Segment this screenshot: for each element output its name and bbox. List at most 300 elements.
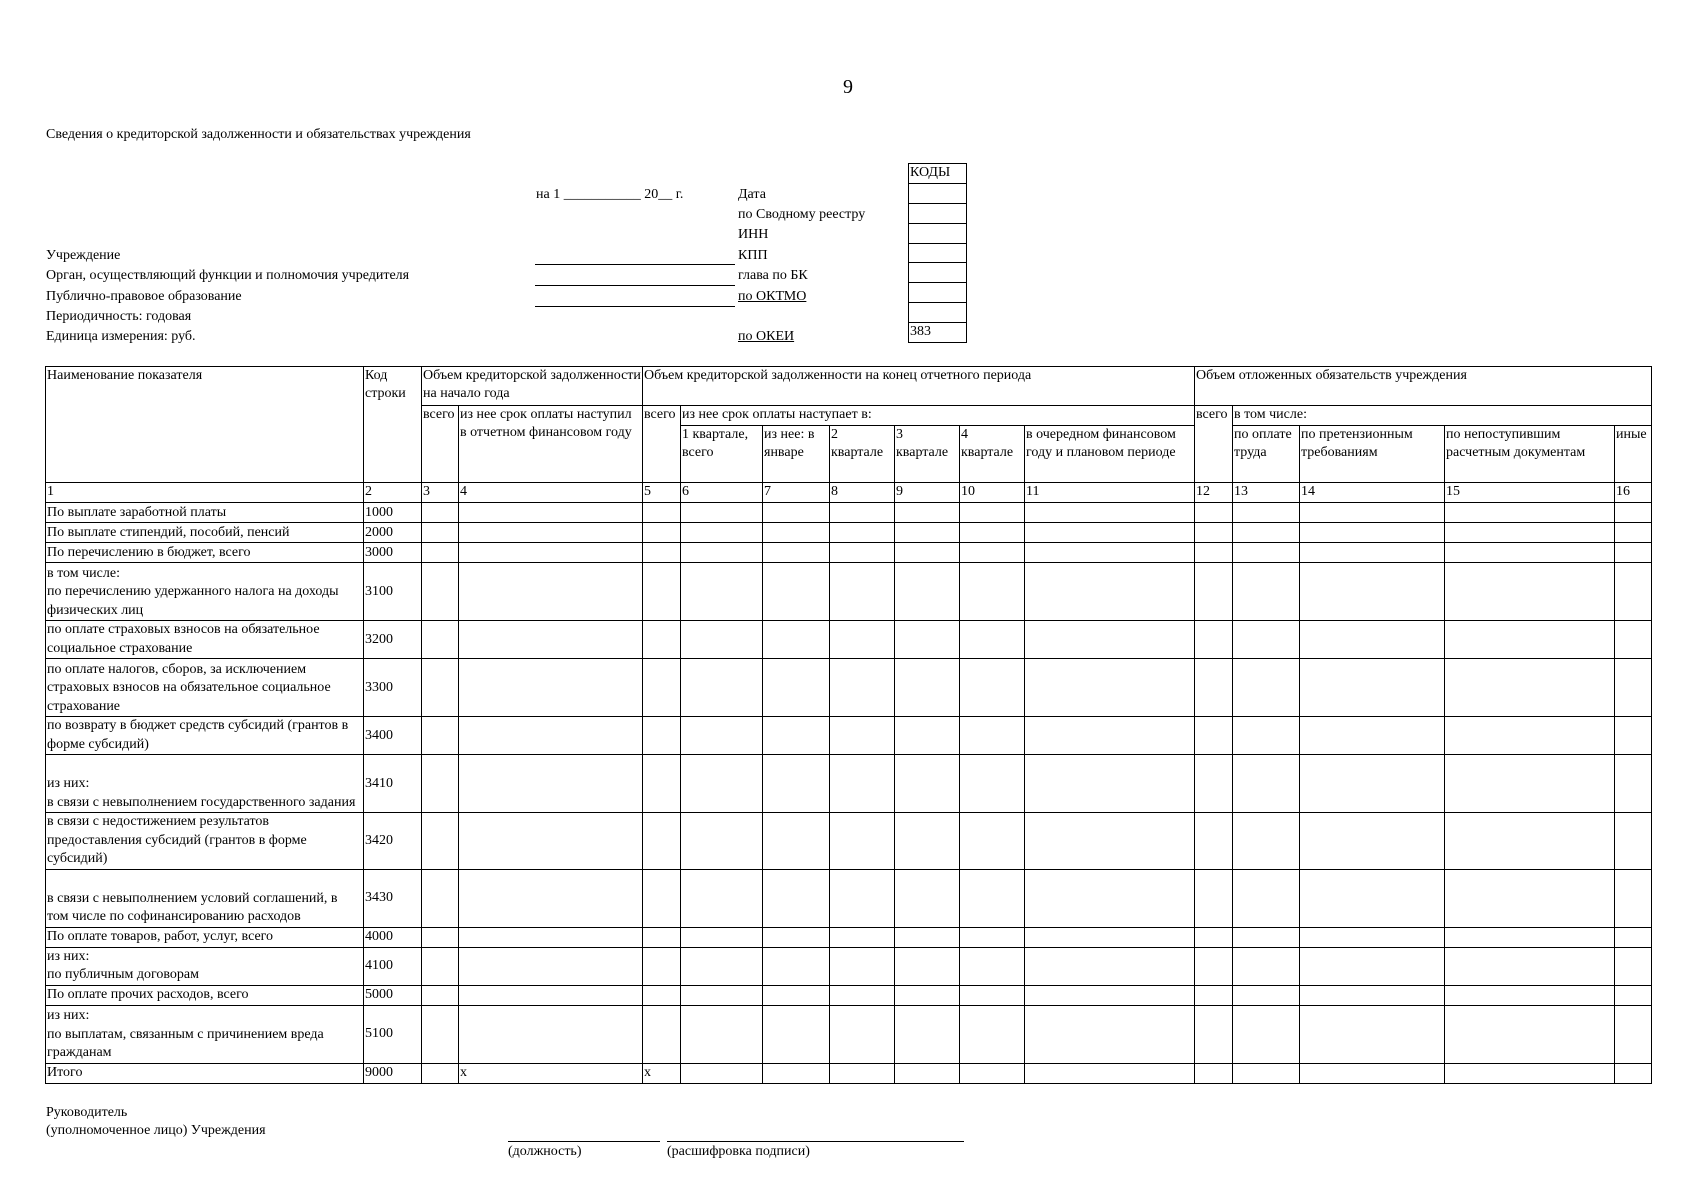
value-cell[interactable] [1233,659,1300,717]
value-cell[interactable] [830,813,895,870]
value-cell[interactable] [1233,813,1300,870]
code-cell-inn[interactable] [909,223,967,243]
indicator-name-cell: По оплате товаров, работ, услуг, всего [46,927,364,947]
value-cell[interactable] [422,543,459,563]
value-cell[interactable] [1300,1063,1445,1083]
value-cell[interactable] [1025,1005,1195,1063]
value-cell[interactable] [422,1005,459,1063]
value-cell[interactable] [1445,813,1615,870]
value-cell[interactable] [1195,985,1233,1005]
value-cell[interactable] [1300,621,1445,659]
value-cell[interactable] [422,523,459,543]
report-date-line: на 1 ___________ 20__ г. [536,187,684,202]
column-number-cell: 9 [895,483,960,503]
value-cell-col5[interactable] [643,813,681,870]
value-cell[interactable] [1025,927,1195,947]
value-cell[interactable] [681,543,763,563]
code-cell-kpp[interactable] [909,243,967,263]
value-cell[interactable] [960,659,1025,717]
value-cell[interactable] [960,717,1025,755]
value-cell[interactable] [1445,1063,1615,1083]
value-cell[interactable] [1445,717,1615,755]
column-number-cell: 13 [1233,483,1300,503]
value-cell[interactable] [422,755,459,813]
value-cell[interactable] [895,985,960,1005]
value-cell-col5[interactable] [643,755,681,813]
value-cell[interactable] [1300,503,1445,523]
value-cell[interactable] [1025,813,1195,870]
column-number-cell: 3 [422,483,459,503]
value-cell[interactable] [763,1005,830,1063]
value-cell-col5[interactable] [643,543,681,563]
value-cell[interactable] [763,927,830,947]
value-cell[interactable] [1445,1005,1615,1063]
row-code-cell: 3420 [364,813,422,870]
row-code-cell: 3410 [364,755,422,813]
value-cell[interactable] [960,543,1025,563]
value-cell[interactable] [681,755,763,813]
value-cell[interactable] [422,717,459,755]
value-cell[interactable] [960,1063,1025,1083]
field-municipality-label: Публично-правовое образование [46,289,242,304]
value-cell[interactable] [1445,523,1615,543]
value-cell[interactable] [1615,621,1652,659]
value-cell[interactable] [1195,813,1233,870]
code-cell-blank[interactable] [909,303,967,323]
value-cell[interactable] [1195,621,1233,659]
row-code-cell: 3300 [364,659,422,717]
indicator-name-cell: по оплате страховых взносов на обязательное социальное страхование [46,621,364,659]
report-title: Сведения о кредиторской задолженности и обязательствах учреждения [46,127,471,142]
value-cell[interactable] [1195,1005,1233,1063]
row-code-cell: 9000 [364,1063,422,1083]
value-cell[interactable] [1300,869,1445,927]
value-cell[interactable] [1445,563,1615,621]
value-cell[interactable] [763,717,830,755]
value-cell[interactable] [960,621,1025,659]
header-deferred-total: всего [1195,406,1233,483]
value-cell[interactable] [1025,1063,1195,1083]
indicator-name-cell: в том числе: по перечислению удержанного налога на доходы физических лиц [46,563,364,621]
value-cell[interactable] [1615,869,1652,927]
row-code-cell: 3430 [364,869,422,927]
value-cell-col5[interactable] [643,985,681,1005]
value-cell[interactable] [422,927,459,947]
value-cell[interactable] [895,659,960,717]
table-row [46,985,1652,1005]
header-begin-due: из нее срок оплаты наступил в отчетном финансовом году [459,406,643,483]
value-cell[interactable] [1025,503,1195,523]
value-cell-col4[interactable] [459,985,643,1005]
value-cell[interactable] [422,563,459,621]
value-cell-col5[interactable] [643,927,681,947]
value-cell-col5[interactable]: x [643,1063,681,1083]
value-cell-col5[interactable] [643,659,681,717]
value-cell[interactable] [1233,621,1300,659]
value-cell[interactable] [681,813,763,870]
value-cell[interactable] [830,1063,895,1083]
indicator-name-cell: из них: в связи с невыполнением государственного задания [46,755,364,813]
value-cell[interactable] [1615,503,1652,523]
value-cell[interactable] [1615,813,1652,870]
value-cell[interactable] [830,523,895,543]
value-cell[interactable] [681,1063,763,1083]
field-institution-label: Учреждение [46,248,121,263]
value-cell-col5[interactable] [643,621,681,659]
value-cell[interactable] [681,927,763,947]
value-cell[interactable] [960,813,1025,870]
value-cell[interactable] [1233,755,1300,813]
value-cell[interactable] [422,503,459,523]
value-cell[interactable] [830,927,895,947]
value-cell[interactable] [681,869,763,927]
value-cell[interactable] [830,717,895,755]
code-label-oktmo: по ОКТМО [738,289,807,304]
table-row [46,755,1652,813]
value-cell[interactable] [681,503,763,523]
signature-head-line2: (уполномоченное лицо) Учреждения [46,1123,266,1138]
value-cell[interactable] [1445,927,1615,947]
value-cell[interactable] [422,869,459,927]
value-cell-col4[interactable] [459,755,643,813]
code-label-kpp: КПП [738,248,768,263]
value-cell[interactable] [1025,985,1195,1005]
code-cell-budget-chapter[interactable] [909,263,967,283]
value-cell-col4[interactable] [459,717,643,755]
value-cell-col4[interactable] [459,927,643,947]
table-row [46,621,1652,659]
value-cell-col4[interactable] [459,1005,643,1063]
value-cell[interactable] [763,869,830,927]
value-cell[interactable] [960,755,1025,813]
value-cell[interactable] [763,621,830,659]
municipality-fill-line[interactable] [535,306,735,307]
value-cell[interactable] [830,543,895,563]
value-cell[interactable] [1233,503,1300,523]
payables-table [45,366,1652,1084]
code-cell-oktmo[interactable] [909,283,967,303]
value-cell[interactable] [895,869,960,927]
value-cell-col5[interactable] [643,563,681,621]
value-cell[interactable] [1615,1063,1652,1083]
table-row [46,543,1652,563]
header-missing-docs: по непоступившим расчетным документам [1445,426,1615,483]
value-cell-col4[interactable] [459,523,643,543]
value-cell[interactable] [763,659,830,717]
value-cell[interactable] [895,503,960,523]
value-cell-col4[interactable]: x [459,1063,643,1083]
value-cell[interactable] [1615,755,1652,813]
value-cell[interactable] [1233,1063,1300,1083]
table-row [46,947,1652,985]
field-founder-label: Орган, осуществляющий функции и полномочия учредителя [46,268,410,283]
value-cell[interactable] [422,813,459,870]
value-cell[interactable] [830,659,895,717]
value-cell[interactable] [895,1063,960,1083]
value-cell[interactable] [1233,543,1300,563]
indicator-name-cell: в связи с невыполнением условий соглашений, в том числе по софинансированию расходов [46,869,364,927]
column-number-cell: 4 [459,483,643,503]
value-cell-col5[interactable] [643,1005,681,1063]
row-code-cell: 3200 [364,621,422,659]
row-code-cell: 4000 [364,927,422,947]
value-cell[interactable] [830,563,895,621]
value-cell[interactable] [1445,947,1615,985]
column-number-cell: 10 [960,483,1025,503]
value-cell[interactable] [895,717,960,755]
value-cell[interactable] [1445,503,1615,523]
value-cell[interactable] [1195,869,1233,927]
indicator-name-cell: По выплате стипендий, пособий, пенсий [46,523,364,543]
value-cell[interactable] [1300,543,1445,563]
value-cell[interactable] [681,523,763,543]
value-cell[interactable] [763,947,830,985]
value-cell[interactable] [895,755,960,813]
indicator-name-cell: по возврату в бюджет средств субсидий (грантов в форме субсидий) [46,717,364,755]
value-cell[interactable] [1025,523,1195,543]
code-cell-date[interactable] [909,183,967,203]
value-cell[interactable] [763,1063,830,1083]
value-cell[interactable] [895,543,960,563]
value-cell[interactable] [1300,755,1445,813]
header-indicator-name: Наименование показателя [46,367,364,483]
value-cell[interactable] [1615,717,1652,755]
field-periodicity: Периодичность: годовая [46,309,192,324]
value-cell[interactable] [895,813,960,870]
value-cell[interactable] [1445,985,1615,1005]
value-cell[interactable] [681,659,763,717]
column-number-cell: 16 [1615,483,1652,503]
value-cell[interactable] [1233,563,1300,621]
value-cell[interactable] [422,947,459,985]
value-cell[interactable] [1300,563,1445,621]
header-deferred-group: Объем отложенных обязательств учреждения [1195,367,1652,406]
value-cell[interactable] [422,621,459,659]
table-row [46,869,1652,927]
codes-header: КОДЫ [909,164,967,184]
column-number-cell: 11 [1025,483,1195,503]
value-cell[interactable] [1615,523,1652,543]
value-cell[interactable] [1195,1063,1233,1083]
value-cell[interactable] [1300,659,1445,717]
value-cell[interactable] [895,927,960,947]
column-number-cell: 2 [364,483,422,503]
row-code-cell: 3100 [364,563,422,621]
value-cell[interactable] [1300,985,1445,1005]
code-label-okei: по ОКЕИ [738,329,795,344]
value-cell-col5[interactable] [643,869,681,927]
indicator-name-cell: По выплате заработной платы [46,503,364,523]
value-cell[interactable] [830,755,895,813]
table-row [46,659,1652,717]
value-cell[interactable] [830,869,895,927]
value-cell[interactable] [422,1063,459,1083]
table-row [46,813,1652,870]
code-cell-okei[interactable]: 383 [909,323,967,343]
value-cell[interactable] [422,985,459,1005]
value-cell[interactable] [960,523,1025,543]
value-cell[interactable] [1233,1005,1300,1063]
value-cell[interactable] [1025,563,1195,621]
institution-fill-line[interactable] [535,264,735,265]
value-cell[interactable] [1445,621,1615,659]
value-cell[interactable] [1233,985,1300,1005]
value-cell[interactable] [763,985,830,1005]
value-cell[interactable] [1195,755,1233,813]
value-cell-col5[interactable] [643,523,681,543]
value-cell[interactable] [1300,523,1445,543]
value-cell[interactable] [1195,563,1233,621]
value-cell[interactable] [1615,563,1652,621]
value-cell[interactable] [1445,869,1615,927]
indicator-name-cell: По оплате прочих расходов, всего [46,985,364,1005]
value-cell[interactable] [960,563,1025,621]
value-cell[interactable] [830,985,895,1005]
value-cell[interactable] [830,503,895,523]
value-cell[interactable] [1300,813,1445,870]
indicator-name-cell: Итого [46,1063,364,1083]
value-cell[interactable] [895,621,960,659]
value-cell[interactable] [1615,927,1652,947]
value-cell[interactable] [1300,947,1445,985]
value-cell[interactable] [763,755,830,813]
value-cell[interactable] [681,563,763,621]
value-cell[interactable] [763,813,830,870]
header-q3: 3 квартале [895,426,960,483]
row-code-cell: 4100 [364,947,422,985]
value-cell[interactable] [830,947,895,985]
value-cell[interactable] [763,563,830,621]
value-cell[interactable] [681,621,763,659]
header-claims: по претензионным требованиям [1300,426,1445,483]
value-cell[interactable] [960,1005,1025,1063]
position-signature-line[interactable] [508,1141,660,1142]
value-cell-col4[interactable] [459,503,643,523]
value-cell[interactable] [1025,717,1195,755]
value-cell[interactable] [1025,621,1195,659]
table-row [46,1063,1652,1083]
value-cell[interactable] [1615,543,1652,563]
column-number-cell: 5 [643,483,681,503]
signature-head-line1: Руководитель [46,1105,128,1120]
code-cell-registry[interactable] [909,203,967,223]
value-cell[interactable] [1195,503,1233,523]
table-row [46,563,1652,621]
value-cell-col5[interactable] [643,717,681,755]
value-cell-col5[interactable] [643,947,681,985]
value-cell[interactable] [895,1005,960,1063]
value-cell-col4[interactable] [459,869,643,927]
value-cell-col4[interactable] [459,813,643,870]
value-cell-col4[interactable] [459,659,643,717]
value-cell-col4[interactable] [459,621,643,659]
value-cell[interactable] [1195,927,1233,947]
column-number-cell: 12 [1195,483,1233,503]
value-cell[interactable] [960,927,1025,947]
header-q4: 4 квартале [960,426,1025,483]
value-cell[interactable] [1195,543,1233,563]
header-wages: по оплате труда [1233,426,1300,483]
value-cell[interactable] [1445,755,1615,813]
value-cell[interactable] [1233,947,1300,985]
value-cell[interactable] [1615,659,1652,717]
decode-caption: (расшифровка подписи) [667,1144,810,1159]
value-cell[interactable] [830,621,895,659]
header-begin-total: всего [422,406,459,483]
value-cell[interactable] [1615,1005,1652,1063]
value-cell[interactable] [1025,869,1195,927]
value-cell[interactable] [960,503,1025,523]
value-cell[interactable] [1300,927,1445,947]
value-cell[interactable] [422,659,459,717]
value-cell-col4[interactable] [459,947,643,985]
code-label-registry: по Сводному реестру [738,207,866,222]
value-cell[interactable] [1233,523,1300,543]
value-cell-col4[interactable] [459,543,643,563]
value-cell[interactable] [1195,523,1233,543]
founder-fill-line[interactable] [535,285,735,286]
value-cell[interactable] [681,985,763,1005]
value-cell[interactable] [960,869,1025,927]
header-row-code: Код строки [364,367,422,483]
value-cell[interactable] [1445,543,1615,563]
page-number: 9 [843,76,853,98]
value-cell[interactable] [1195,659,1233,717]
code-label-budget-chapter: глава по БК [738,268,808,283]
value-cell[interactable] [895,563,960,621]
value-cell[interactable] [1025,659,1195,717]
value-cell[interactable] [1195,947,1233,985]
value-cell[interactable] [681,717,763,755]
value-cell[interactable] [1615,985,1652,1005]
column-number-row [46,483,1652,503]
value-cell-col4[interactable] [459,563,643,621]
value-cell[interactable] [681,947,763,985]
header-end-group: Объем кредиторской задолженности на конец отчетного периода [643,367,1195,406]
value-cell[interactable] [960,985,1025,1005]
indicator-name-cell: по оплате налогов, сборов, за исключением страховых взносов на обязательное социальное страхование [46,659,364,717]
table-row [46,523,1652,543]
field-unit: Единица измерения: руб. [46,329,196,344]
value-cell[interactable] [1233,869,1300,927]
value-cell[interactable] [1615,947,1652,985]
value-cell[interactable] [830,1005,895,1063]
value-cell[interactable] [1025,543,1195,563]
value-cell[interactable] [1195,717,1233,755]
value-cell[interactable] [763,503,830,523]
value-cell-col5[interactable] [643,503,681,523]
value-cell[interactable] [1025,947,1195,985]
value-cell[interactable] [681,1005,763,1063]
column-number-cell: 14 [1300,483,1445,503]
value-cell[interactable] [1233,927,1300,947]
value-cell[interactable] [1300,717,1445,755]
value-cell[interactable] [1233,717,1300,755]
value-cell[interactable] [1300,1005,1445,1063]
header-deferred-including: в том числе: [1233,406,1652,426]
decode-signature-line[interactable] [667,1141,964,1142]
value-cell[interactable] [895,947,960,985]
value-cell[interactable] [895,523,960,543]
row-code-cell: 2000 [364,523,422,543]
value-cell[interactable] [1445,659,1615,717]
value-cell[interactable] [763,523,830,543]
value-cell[interactable] [763,543,830,563]
code-label-date: Дата [738,187,766,202]
header-other: иные [1615,426,1652,483]
value-cell[interactable] [1025,755,1195,813]
value-cell[interactable] [960,947,1025,985]
